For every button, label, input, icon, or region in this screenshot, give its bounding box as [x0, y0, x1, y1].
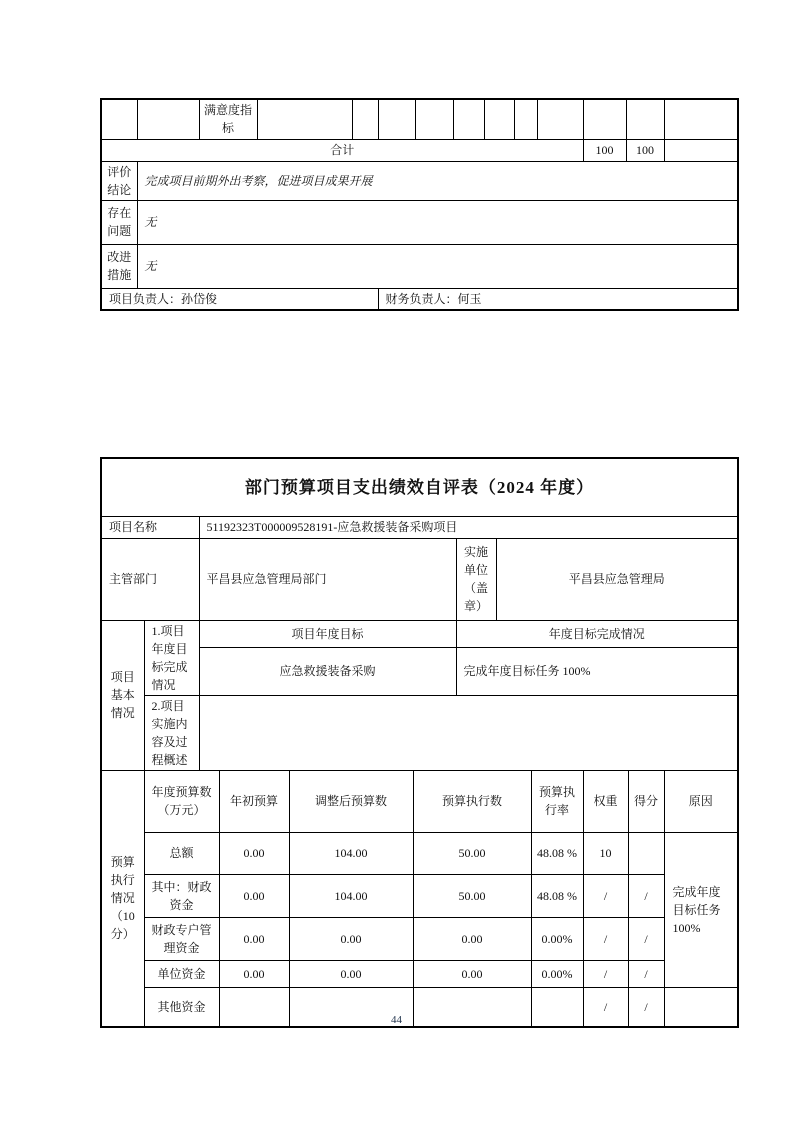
- empty-cell: [257, 99, 352, 139]
- evaluation-summary-table: [100, 98, 739, 311]
- budget-initial-value: 0.00: [219, 832, 289, 874]
- budget-header-row: [101, 770, 738, 832]
- budget-reason-cell: 完成年度目标任务 100%: [664, 832, 738, 987]
- form-title: 部门预算项目支出绩效自评表（2024 年度）: [101, 458, 738, 516]
- problems-value-cell: 无: [137, 200, 738, 244]
- goal-section-label-cell: 1.项目年度目标完成情况: [144, 620, 199, 695]
- budget-row-special-account: [101, 917, 738, 960]
- budget-score-value: /: [628, 960, 664, 987]
- budget-weight-value: /: [583, 960, 628, 987]
- budget-initial-value: 0.00: [219, 960, 289, 987]
- project-manager-cell: 项目负责人：孙岱俊: [101, 288, 378, 310]
- budget-row-fiscal: [101, 874, 738, 917]
- empty-cell: [583, 99, 626, 139]
- empty-cell: [101, 99, 137, 139]
- project-name-label-cell: 项目名称: [101, 516, 199, 538]
- improvements-value-cell: 无: [137, 244, 738, 288]
- project-name-row: [101, 516, 738, 538]
- empty-cell: [453, 99, 484, 139]
- budget-executed-value: 50.00: [413, 832, 531, 874]
- problems-row: [101, 200, 738, 244]
- budget-row-name: 其他资金: [144, 987, 219, 1027]
- budget-header-score: 得分: [628, 770, 664, 832]
- empty-cell: [664, 139, 738, 161]
- implementation-row: [101, 695, 738, 770]
- department-row: [101, 538, 738, 620]
- page-number: 44: [391, 1014, 402, 1026]
- budget-adjusted-value: 0.00: [289, 917, 413, 960]
- budget-executed-value: 50.00: [413, 874, 531, 917]
- budget-initial-value: 0.00: [219, 917, 289, 960]
- budget-header-initial: 年初预算: [219, 770, 289, 832]
- empty-cell: [537, 99, 583, 139]
- total-score-cell: 100: [626, 139, 664, 161]
- total-weight-cell: 100: [583, 139, 626, 161]
- implementation-value-cell: [199, 695, 738, 770]
- budget-rate-value: 48.08 %: [531, 874, 583, 917]
- self-evaluation-table: [100, 457, 739, 1028]
- managers-row: [101, 288, 738, 310]
- budget-header-reason: 原因: [664, 770, 738, 832]
- budget-executed-value: 0.00: [413, 917, 531, 960]
- budget-row-name: 总额: [144, 832, 219, 874]
- budget-header-annual: 年度预算数（万元）: [144, 770, 219, 832]
- conclusion-row: [101, 161, 738, 200]
- conclusion-value-cell: 完成项目前期外出考察，促进项目成果开展: [137, 161, 738, 200]
- budget-adjusted-value: 104.00: [289, 832, 413, 874]
- improvements-row: [101, 244, 738, 288]
- total-row: [101, 139, 738, 161]
- project-name-value-cell: 51192323T000009528191-应急救援装备采购项目: [199, 516, 738, 538]
- empty-cell: [378, 99, 415, 139]
- implementation-section-label-cell: 2.项目实施内容及过程概述: [144, 695, 199, 770]
- implementing-unit-value-cell: 平昌县应急管理局: [496, 538, 738, 620]
- table-row: [101, 99, 738, 139]
- budget-score-value: [628, 832, 664, 874]
- implementing-unit-label-cell: 实施单位（盖章）: [456, 538, 496, 620]
- budget-row-name: 单位资金: [144, 960, 219, 987]
- budget-score-value: /: [628, 874, 664, 917]
- empty-cell: [664, 99, 738, 139]
- problems-label-cell: 存在问题: [101, 200, 137, 244]
- goal-done-value-cell: 完成年度目标任务 100%: [456, 647, 738, 695]
- budget-rate-value: 48.08 %: [531, 832, 583, 874]
- improvements-label-cell: 改进措施: [101, 244, 137, 288]
- budget-row-name: 财政专户管理资金: [144, 917, 219, 960]
- empty-cell: [514, 99, 537, 139]
- budget-weight-value: 10: [583, 832, 628, 874]
- annual-goal-header-cell: 项目年度目标: [199, 620, 456, 647]
- budget-row-unit-funds: [101, 960, 738, 987]
- empty-cell: [415, 99, 453, 139]
- budget-weight-value: /: [583, 874, 628, 917]
- empty-cell: [137, 99, 199, 139]
- budget-adjusted-value: 104.00: [289, 874, 413, 917]
- budget-section-label-cell: 预算执行情况（10 分）: [101, 770, 144, 1027]
- budget-score-value: /: [628, 987, 664, 1027]
- budget-adjusted-value: 0.00: [289, 960, 413, 987]
- empty-cell: [352, 99, 378, 139]
- budget-rate-value: 0.00%: [531, 960, 583, 987]
- title-row: [101, 458, 738, 516]
- conclusion-label-cell: 评价结论: [101, 161, 137, 200]
- budget-rate-value: 0.00%: [531, 917, 583, 960]
- basic-info-label-cell: 项目基本情况: [101, 620, 144, 770]
- budget-weight-value: /: [583, 987, 628, 1027]
- total-label-cell: 合计: [101, 139, 583, 161]
- budget-initial-value: 0.00: [219, 874, 289, 917]
- budget-row-name: 其中：财政资金: [144, 874, 219, 917]
- goal-done-header-cell: 年度目标完成情况: [456, 620, 738, 647]
- empty-cell: [626, 99, 664, 139]
- budget-score-value: /: [628, 917, 664, 960]
- budget-header-executed: 预算执行数: [413, 770, 531, 832]
- satisfaction-indicator-cell: 满意度指标: [199, 99, 257, 139]
- budget-header-rate: 预算执行率: [531, 770, 583, 832]
- budget-executed-value: 0.00: [413, 960, 531, 987]
- budget-weight-value: /: [583, 917, 628, 960]
- budget-row-total: [101, 832, 738, 874]
- finance-manager-cell: 财务负责人：何玉: [378, 288, 738, 310]
- budget-header-adjusted: 调整后预算数: [289, 770, 413, 832]
- annual-goal-value-cell: 应急救援装备采购: [199, 647, 456, 695]
- empty-cell: [484, 99, 514, 139]
- department-value-cell: 平昌县应急管理局部门: [199, 538, 456, 620]
- budget-header-weight: 权重: [583, 770, 628, 832]
- department-label-cell: 主管部门: [101, 538, 199, 620]
- goal-header-row: [101, 620, 738, 647]
